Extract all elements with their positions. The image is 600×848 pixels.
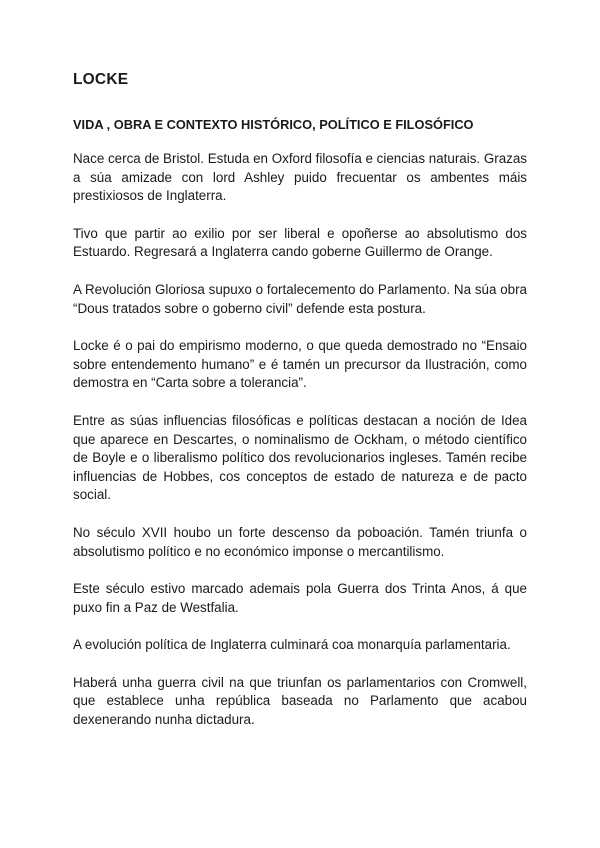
- paragraph-thirty-years-war: Este século estivo marcado ademais pola Guerra dos Trinta Anos, á que puxo fin a Paz de Westfalia.: [73, 581, 527, 615]
- section-heading: VIDA , OBRA E CONTEXTO HISTÓRICO, POLÍTICO E FILOSÓFICO: [73, 117, 474, 132]
- document-page: [73, 70, 527, 749]
- paragraph-empiricism: Locke é o pai do empirismo moderno, o que queda demostrado no “Ensaio sobre entendemento humano” e é tamén un precursor da Ilustración, como demostra en “Carta sobre a tolerancia”.: [73, 338, 527, 391]
- paragraph-glorious-revolution: A Revolución Gloriosa supuxo o fortalecemento do Parlamento. Na súa obra “Dous tratados sobre o goberno civil” defende esta postura.: [73, 281, 527, 316]
- paragraph-parliamentary-monarchy: A evolución política de Inglaterra culminará coa monarquía parlamentaria.: [73, 637, 511, 653]
- paragraph-exile: Tivo que partir ao exilio por ser liberal e opoñerse ao absolutismo dos Estuardo. Regresará a Inglaterra cando goberne Guillermo de Orange.: [73, 225, 527, 260]
- paragraph-birth-education: Nace cerca de Bristol. Estuda en Oxford filosofía e ciencias naturais. Grazas a súa amizade con lord Ashley puido frecuentar os ambentes máis prestixiosos de Inglaterra.: [73, 151, 528, 204]
- paragraph-influences: Entre as súas influencias filosóficas e políticas destacan a noción de Idea que aparece en Descartes, o nominalismo de Ockham, o método científico de Boyle e o liberalismo político dos revolucionarios ingleses. Tamén recibe influencias de Hobbes, cos conceptos de estado de natureza e de pacto social.: [73, 412, 527, 503]
- document-title: LOCKE: [73, 71, 129, 88]
- paragraph-17th-century: No século XVII houbo un forte descenso da poboación. Tamén triunfa o absolutismo político e no económico imponse o mercantilismo.: [73, 524, 527, 559]
- paragraph-civil-war: Haberá unha guerra civil na que triunfan os parlamentarios con Cromwell, que establece unha república baseada no Parlamento que acabou dexenerando nunha dictadura.: [73, 674, 527, 728]
